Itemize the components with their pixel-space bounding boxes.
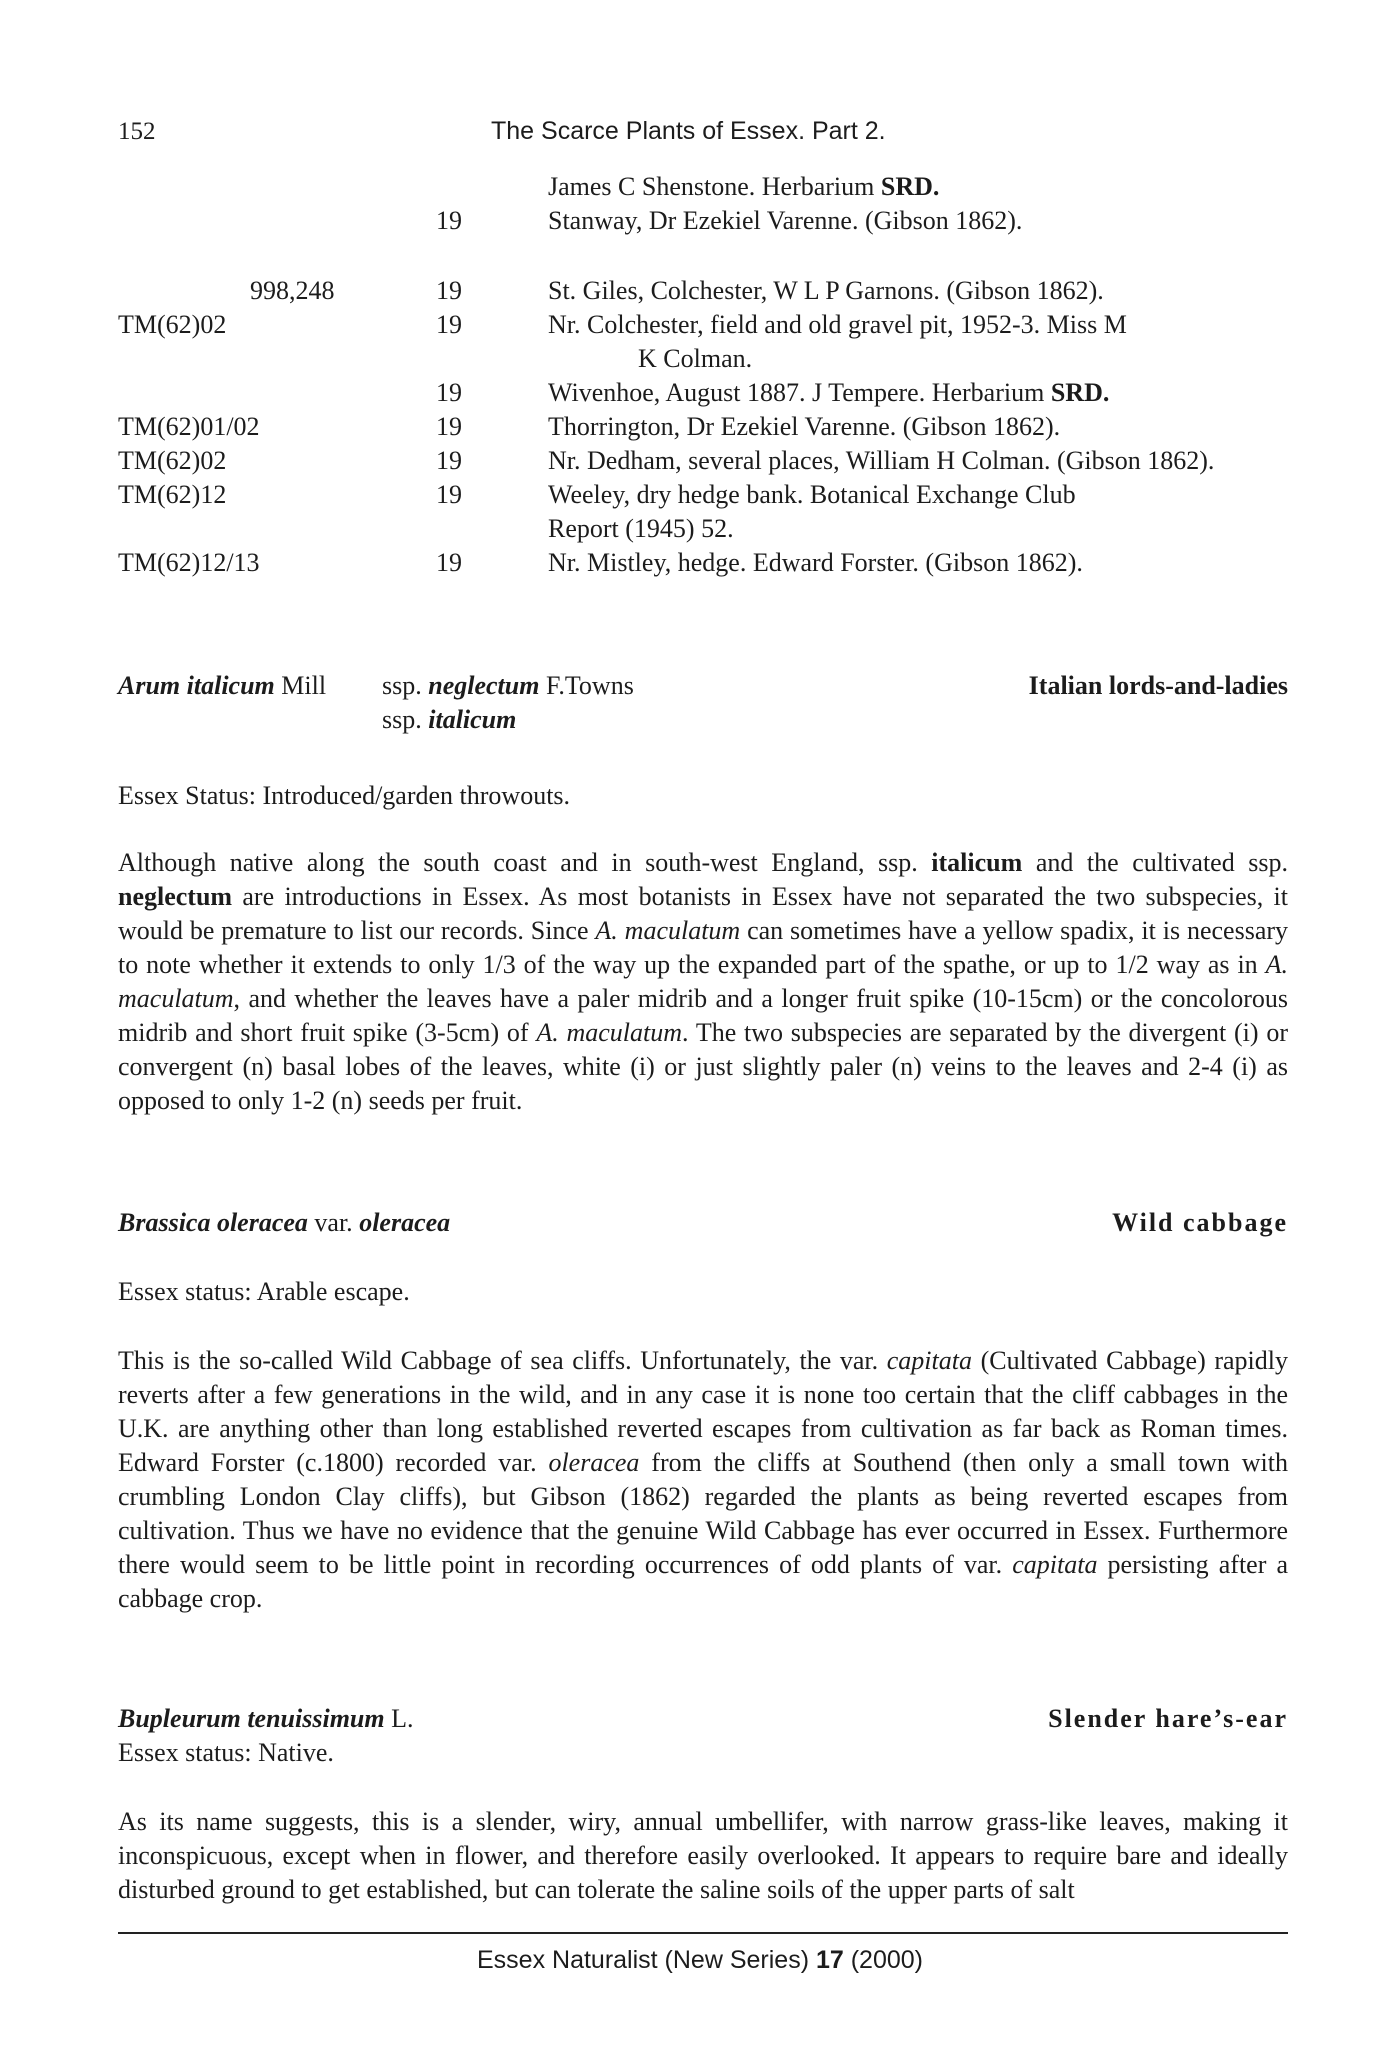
essex-status: Essex Status: Introduced/garden throwouts.	[118, 781, 571, 810]
record-locality: Nr. Dedham, several places, William H Colman. (Gibson 1862).	[548, 446, 1215, 475]
record-vice-county: 19	[436, 548, 462, 577]
species-description: This is the so-called Wild Cabbage of sea cliffs. Unfortunately, the var. capitata (Cultivated Cabbage) rapidly reverts after a few generations in the wild, and in any case it is none too certain that the cliff cabbages in the U.K. are anything other than long established reverted escapes from cultivation as far back as Roman times. Edward Forster (c.1800) recorded var. oleracea from the cliffs at Southend (then only a small town with crumbling London Clay cliffs), but Gibson (1862) regarded the plants as being reverted escapes from cultivation. Thus we have no evidence that the genuine Wild Cabbage has ever occurred in Essex. Furthermore there would seem to be little point in recording occurrences of odd plants of var. capitata persisting after a cabbage crop.	[118, 1346, 1289, 1613]
record-vice-county: 19	[436, 206, 462, 235]
record-locality: St. Giles, Colchester, W L P Garnons. (Gibson 1862).	[548, 276, 1104, 305]
record-grid-ref: 998,248	[250, 276, 335, 305]
footer-citation: Essex Naturalist (New Series) 17 (2000)	[476, 1946, 923, 1974]
species-name: Arum italicum Mill	[118, 671, 327, 700]
footer-rule	[118, 1932, 1288, 1934]
record-locality: Wivenhoe, August 1887. J Tempere. Herbarium SRD.	[548, 378, 1110, 407]
record-grid-ref: TM(62)02	[118, 446, 227, 475]
record-locality: Nr. Colchester, field and old gravel pit, 1952-3. Miss M K Colman.	[548, 310, 1127, 373]
record-grid-ref: TM(62)02	[118, 310, 227, 339]
species-description: As its name suggests, this is a slender, wiry, annual umbellifer, with narrow grass-like leaves, making it inconspicuous, except when in flower, and therefore easily overlooked. It appears to require bare and ideally disturbed ground to get established, but can tolerate the saline soils of the upper parts of salt	[118, 1807, 1288, 1904]
record-locality: Nr. Mistley, hedge. Edward Forster. (Gibson 1862).	[548, 548, 1083, 577]
record-vice-county: 19	[436, 310, 462, 339]
species-name: Brassica oleracea var. oleracea	[118, 1208, 451, 1237]
record-vice-county: 19	[436, 446, 462, 475]
record-locality: Weeley, dry hedge bank. Botanical Exchange Club Report (1945) 52.	[548, 480, 1076, 543]
record-vice-county: 19	[436, 378, 462, 407]
record-grid-ref: TM(62)01/02	[118, 412, 260, 441]
record-locality: James C Shenstone. Herbarium SRD.	[548, 172, 940, 201]
species-description: Although native along the south coast and in south-west England, ssp. italicum and the cultivated ssp. neglectum are introductions in Essex. As most botanists in Essex have not separated the two subspecies, it would be premature to list our records. Since A. maculatum can sometimes have a yellow spadix, it is necessary to note whether it extends to only 1/3 of the way up the expanded part of the spathe, or up to 1/2 way as in A. maculatum, and whether the leaves have a paler midrib and a longer fruit spike (10-15cm) or the concolorous midrib and short fruit spike (3-5cm) of A. maculatum. The two subspecies are separated by the divergent (i) or convergent (n) basal lobes of the leaves, white (i) or just slightly paler (n) veins to the leaves and 2-4 (i) as opposed to only 1-2 (n) seeds per fruit.	[118, 848, 1289, 1115]
page-number: 152	[118, 118, 156, 145]
record-vice-county: 19	[436, 480, 462, 509]
record-locality: Thorrington, Dr Ezekiel Varenne. (Gibson 1862).	[548, 412, 1061, 441]
subspecies-list: ssp. neglectum F.Towns ssp. italicum	[382, 671, 634, 734]
common-name: Slender hare’s-ear	[1048, 1704, 1288, 1733]
common-name: Italian lords-and-ladies	[1028, 671, 1288, 700]
record-grid-ref: TM(62)12/13	[118, 548, 260, 577]
essex-status: Essex status: Native.	[118, 1738, 334, 1767]
record-grid-ref: TM(62)12	[118, 480, 227, 509]
essex-status: Essex status: Arable escape.	[118, 1277, 410, 1306]
record-locality: Stanway, Dr Ezekiel Varenne. (Gibson 1862).	[548, 206, 1023, 235]
record-vice-county: 19	[436, 412, 462, 441]
running-title: The Scarce Plants of Essex. Part 2.	[491, 117, 886, 145]
common-name: Wild cabbage	[1112, 1208, 1288, 1237]
species-name: Bupleurum tenuissimum L.	[118, 1704, 414, 1733]
record-vice-county: 19	[436, 276, 462, 305]
